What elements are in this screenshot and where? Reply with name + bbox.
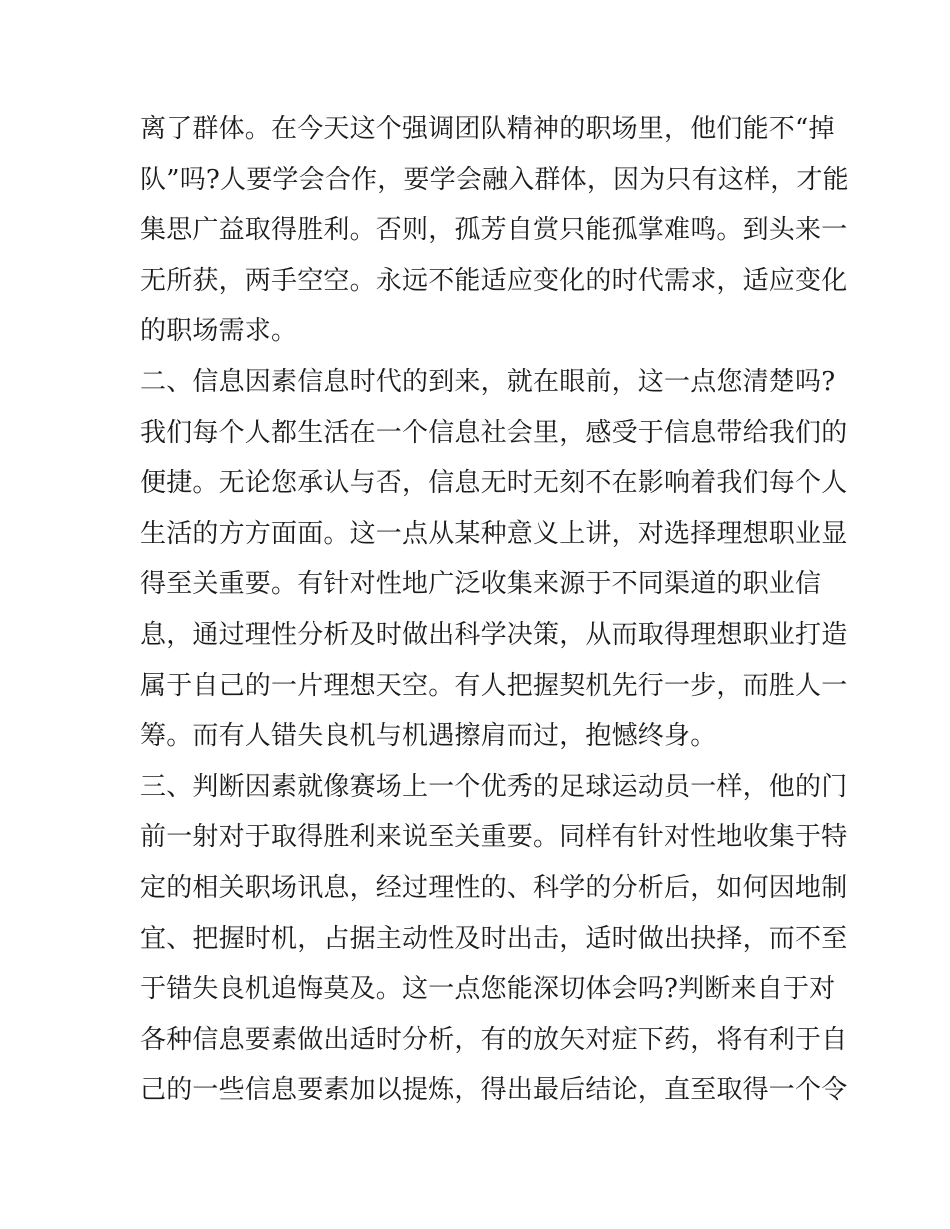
body-text xyxy=(140,104,849,1116)
text-line: 三、判断因素就像赛场上一个优秀的足球运动员一样，他的门 xyxy=(140,771,848,802)
text-line: 便捷。无论您承认与否，信息无时无刻不在影响着我们每个人 xyxy=(140,468,848,499)
text-line: 我们每个人都生活在一个信息社会里，感受于信息带给我们的 xyxy=(140,417,848,448)
text-line: 各种信息要素做出适时分析，有的放矢对症下药，将有利于自 xyxy=(140,1024,848,1055)
text-line: 息，通过理性分析及时做出科学决策，从而取得理想职业打造 xyxy=(140,619,848,650)
text-line: 属于自己的一片理想天空。有人把握契机先行一步，而胜人一 xyxy=(140,670,848,701)
text-line: 二、信息因素信息时代的到来，就在眼前，这一点您清楚吗? xyxy=(140,366,836,397)
text-line: 宜、把握时机，占据主动性及时出击，适时做出抉择，而不至 xyxy=(140,923,848,954)
text-line: 无所获，两手空空。永远不能适应变化的时代需求，适应变化 xyxy=(140,265,848,296)
text-line: 定的相关职场讯息，经过理性的、科学的分析后，如何因地制 xyxy=(140,872,848,903)
text-line: 的职场需求。 xyxy=(140,316,298,347)
text-line: 于错失良机追悔莫及。这一点您能深切体会吗?判断来自于对 xyxy=(140,974,836,1005)
text-line: 前一射对于取得胜利来说至关重要。同样有针对性地收集于特 xyxy=(140,822,848,853)
text-line: 筹。而有人错失良机与机遇擦肩而过，抱憾终身。 xyxy=(140,721,717,752)
text-line: 集思广益取得胜利。否则，孤芳自赏只能孤掌难鸣。到头来一 xyxy=(140,215,848,246)
text-line: 离了群体。在今天这个强调团队精神的职场里，他们能不“掉 xyxy=(140,114,835,144)
text-line: 得至关重要。有针对性地广泛收集来源于不同渠道的职业信 xyxy=(140,569,822,600)
text-line: 己的一些信息要素加以提炼，得出最后结论，直至取得一个令 xyxy=(140,1075,848,1106)
text-line: 队”吗?人要学会合作，要学会融入群体，因为只有这样，才能 xyxy=(140,164,849,195)
text-line: 生活的方方面面。这一点从某种意义上讲，对选择理想职业显 xyxy=(140,518,848,549)
